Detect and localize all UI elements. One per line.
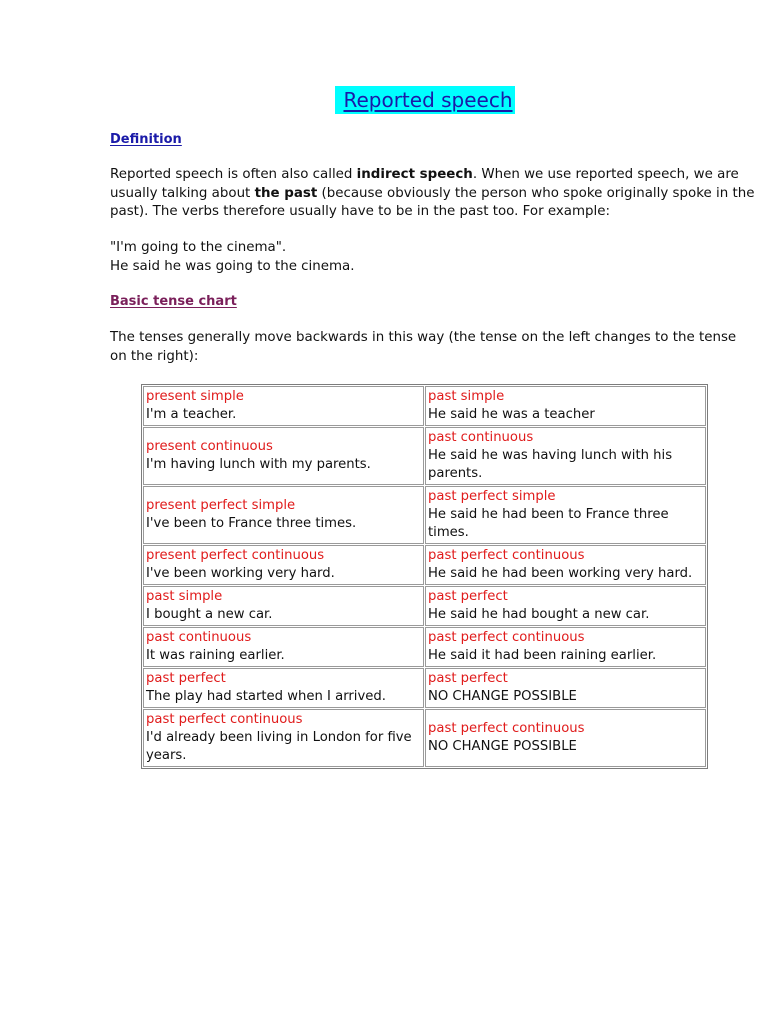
tense-example: I bought a new car.	[146, 607, 273, 622]
tense-name: past perfect continuous	[146, 712, 303, 727]
tense-example: He said he had been working very hard.	[428, 566, 693, 581]
original-tense-cell	[143, 545, 424, 585]
example-reported: He said he was going to the cinema.	[110, 258, 355, 274]
the-past-term: the past	[254, 185, 318, 201]
chart-intro-line-1: The tenses generally move backwards in this way (the tense on the left changes to the tense	[110, 330, 737, 345]
original-tense-cell	[143, 386, 424, 426]
definition-line-3: past). The verbs therefore usually have to be in the past too. For example:	[110, 204, 610, 219]
tense-example: I'd already been living in London for five years.	[146, 730, 412, 763]
page-title: Reported speech	[335, 86, 514, 114]
reported-tense-cell	[425, 668, 706, 708]
definition-text: Reported speech is often also called	[110, 167, 357, 182]
tense-table-row	[143, 709, 706, 767]
tense-example: I'm having lunch with my parents.	[146, 457, 371, 472]
tense-name: past perfect	[428, 589, 508, 604]
original-tense-cell	[143, 486, 424, 544]
tense-example: It was raining earlier.	[146, 648, 285, 663]
example-paragraph	[110, 239, 730, 276]
definition-line-2	[110, 185, 755, 204]
chart-intro	[110, 329, 737, 366]
example-quote: "I'm going to the cinema".	[110, 240, 287, 255]
tense-name: past continuous	[428, 430, 534, 445]
reported-tense-cell	[425, 386, 706, 426]
tense-name: past perfect continuous	[428, 721, 585, 736]
tense-example: NO CHANGE POSSIBLE	[428, 689, 577, 704]
tense-name: past perfect continuous	[428, 630, 585, 645]
original-tense-cell	[143, 627, 424, 667]
original-tense-cell	[143, 427, 424, 485]
original-tense-cell	[143, 668, 424, 708]
definition-paragraph	[110, 166, 755, 222]
definition-heading: Definition	[110, 132, 182, 147]
chart-heading: Basic tense chart	[110, 294, 237, 309]
reported-tense-cell	[425, 627, 706, 667]
tense-example: I'm a teacher.	[146, 407, 237, 422]
tense-example: He said he was having lunch with his parents.	[428, 448, 673, 481]
tense-name: past perfect simple	[428, 489, 556, 504]
tense-example: He said it had been raining earlier.	[428, 648, 657, 663]
tense-example: He said he was a teacher	[428, 407, 595, 422]
reported-tense-cell	[425, 709, 706, 767]
definition-text: usually talking about	[110, 185, 255, 201]
tense-table-row	[143, 586, 706, 626]
tense-name: past simple	[146, 589, 223, 604]
tense-name: present continuous	[146, 439, 273, 454]
tense-table-row	[143, 668, 706, 708]
tense-example: NO CHANGE POSSIBLE	[428, 739, 577, 754]
tense-example: I've been to France three times.	[146, 516, 357, 531]
reported-tense-cell	[425, 486, 706, 544]
tense-name: past perfect continuous	[428, 548, 585, 563]
title-container	[0, 86, 768, 114]
reported-tense-cell	[425, 545, 706, 585]
tense-name: present perfect continuous	[146, 548, 325, 563]
reported-tense-cell	[425, 586, 706, 626]
definition-line-1	[110, 166, 739, 185]
tense-name: past perfect	[428, 671, 508, 686]
chart-intro-line-2: on the right):	[110, 348, 199, 364]
definition-text: . When we use reported speech, we are	[472, 167, 739, 182]
tense-example: The play had started when I arrived.	[146, 689, 386, 704]
original-tense-cell	[143, 709, 424, 767]
tense-table	[141, 384, 708, 769]
tense-table-row	[143, 545, 706, 585]
definition-text: (because obviously the person who spoke originally spoke in the	[317, 185, 755, 201]
tense-name: past simple	[428, 389, 505, 404]
tense-name: present simple	[146, 389, 244, 404]
tense-table-row	[143, 486, 706, 544]
tense-table-body	[143, 386, 706, 767]
tense-example: He said he had bought a new car.	[428, 607, 650, 622]
tense-name: present perfect simple	[146, 498, 296, 513]
reported-tense-cell	[425, 427, 706, 485]
tense-name: past perfect	[146, 671, 226, 686]
tense-example: He said he had been to France three times.	[428, 507, 669, 540]
tense-example: I've been working very hard.	[146, 566, 335, 581]
tense-table-row	[143, 627, 706, 667]
tense-table-row	[143, 386, 706, 426]
indirect-speech-term: indirect speech	[356, 167, 473, 182]
tense-name: past continuous	[146, 630, 252, 645]
original-tense-cell	[143, 586, 424, 626]
tense-table-row	[143, 427, 706, 485]
